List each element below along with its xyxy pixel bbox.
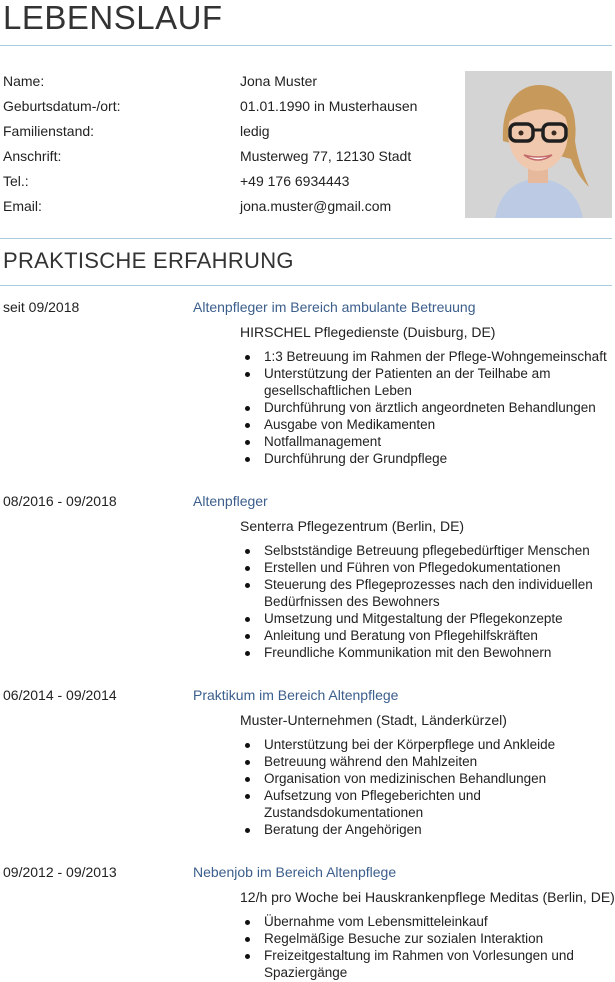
entry-role: Nebenjob im Bereich Altenpflege bbox=[193, 864, 397, 880]
entry-company: HIRSCHEL Pflegedienste (Duisburg, DE) bbox=[240, 324, 496, 340]
entry-date: 09/2012 - 09/2013 bbox=[3, 864, 117, 880]
entry-date: 06/2014 - 09/2014 bbox=[3, 687, 117, 703]
marital-label: Familienstand: bbox=[3, 123, 95, 139]
entry-bullets bbox=[240, 542, 612, 661]
bullet-item: Freundliche Kommunikation mit den Bewohnern bbox=[240, 644, 612, 661]
entry-company: Senterra Pflegezentrum (Berlin, DE) bbox=[240, 518, 465, 534]
name-label: Name: bbox=[3, 73, 45, 89]
email-label: Email: bbox=[3, 198, 42, 214]
bullet-item: Unterstützung bei der Körperpflege und Ankleide bbox=[240, 736, 612, 753]
bullet-item: Unterstützung der Patienten an der Teilhabe am gesellschaftlichen Leben bbox=[240, 365, 612, 399]
bullet-item: Beratung der Angehörigen bbox=[240, 821, 612, 838]
phone-label: Tel.: bbox=[3, 173, 29, 189]
address-label: Anschrift: bbox=[3, 148, 62, 164]
birth-label: Geburtsdatum-/ort: bbox=[3, 98, 121, 114]
bullet-item: Freizeitgestaltung im Rahmen von Vorlesungen und Spaziergänge bbox=[240, 947, 612, 981]
bullet-item: Umsetzung und Mitgestaltung der Pflegekonzepte bbox=[240, 610, 612, 627]
entry-role: Praktikum im Bereich Altenpflege bbox=[193, 687, 399, 703]
bullet-item: Aufsetzung von Pflegeberichten und Zustandsdokumentationen bbox=[240, 787, 612, 821]
bullet-item: Betreuung während den Mahlzeiten bbox=[240, 753, 612, 770]
email-value: jona.muster@gmail.com bbox=[240, 198, 392, 214]
profile-photo bbox=[465, 71, 612, 218]
entry-company: 12/h pro Woche bei Hauskrankenpflege Meditas (Berlin, DE) bbox=[240, 889, 615, 905]
entry-company: Muster-Unternehmen (Stadt, Länderkürzel) bbox=[240, 712, 507, 728]
bullet-item: Ausgabe von Medikamenten bbox=[240, 416, 612, 433]
bullet-item: Durchführung von ärztlich angeordneten Behandlungen bbox=[240, 399, 612, 416]
entry-bullets bbox=[240, 913, 612, 981]
entry-date: 08/2016 - 09/2018 bbox=[3, 493, 117, 509]
bullet-item: 1:3 Betreuung im Rahmen der Pflege-Wohngemeinschaft bbox=[240, 348, 612, 365]
bullet-item: Durchführung der Grundpflege bbox=[240, 450, 612, 467]
title-divider bbox=[0, 45, 612, 46]
entry-role: Altenpfleger bbox=[193, 493, 268, 509]
address-value: Musterweg 77, 12130 Stadt bbox=[240, 148, 412, 164]
entry-date: seit 09/2018 bbox=[3, 299, 80, 315]
section-divider-2 bbox=[0, 285, 612, 286]
marital-value: ledig bbox=[240, 123, 270, 139]
bullet-item: Regelmäßige Besuche zur sozialen Interaktion bbox=[240, 930, 612, 947]
portrait-illustration bbox=[465, 71, 612, 218]
bullet-item: Selbstständige Betreuung pflegebedürftiger Menschen bbox=[240, 542, 612, 559]
name-value: Jona Muster bbox=[240, 73, 318, 89]
entry-bullets bbox=[240, 736, 612, 838]
bullet-item: Erstellen und Führen von Pflegedokumentationen bbox=[240, 559, 612, 576]
phone-value: +49 176 6934443 bbox=[240, 173, 350, 189]
bullet-item: Steuerung des Pflegeprozesses nach den individuellen Bedürfnissen des Bewohners bbox=[240, 576, 612, 610]
experience-heading: PRAKTISCHE ERFAHRUNG bbox=[3, 248, 294, 273]
bullet-item: Übernahme vom Lebensmitteleinkauf bbox=[240, 913, 612, 930]
page-title: LEBENSLAUF bbox=[3, 0, 223, 36]
entry-role: Altenpfleger im Bereich ambulante Betreuung bbox=[193, 299, 476, 315]
bullet-item: Organisation von medizinischen Behandlungen bbox=[240, 770, 612, 787]
entry-bullets bbox=[240, 348, 612, 467]
bullet-item: Anleitung und Beratung von Pflegehilfskräften bbox=[240, 627, 612, 644]
section-divider-1 bbox=[0, 238, 612, 239]
bullet-item: Notfallmanagement bbox=[240, 433, 612, 450]
birth-value: 01.01.1990 in Musterhausen bbox=[240, 98, 418, 114]
